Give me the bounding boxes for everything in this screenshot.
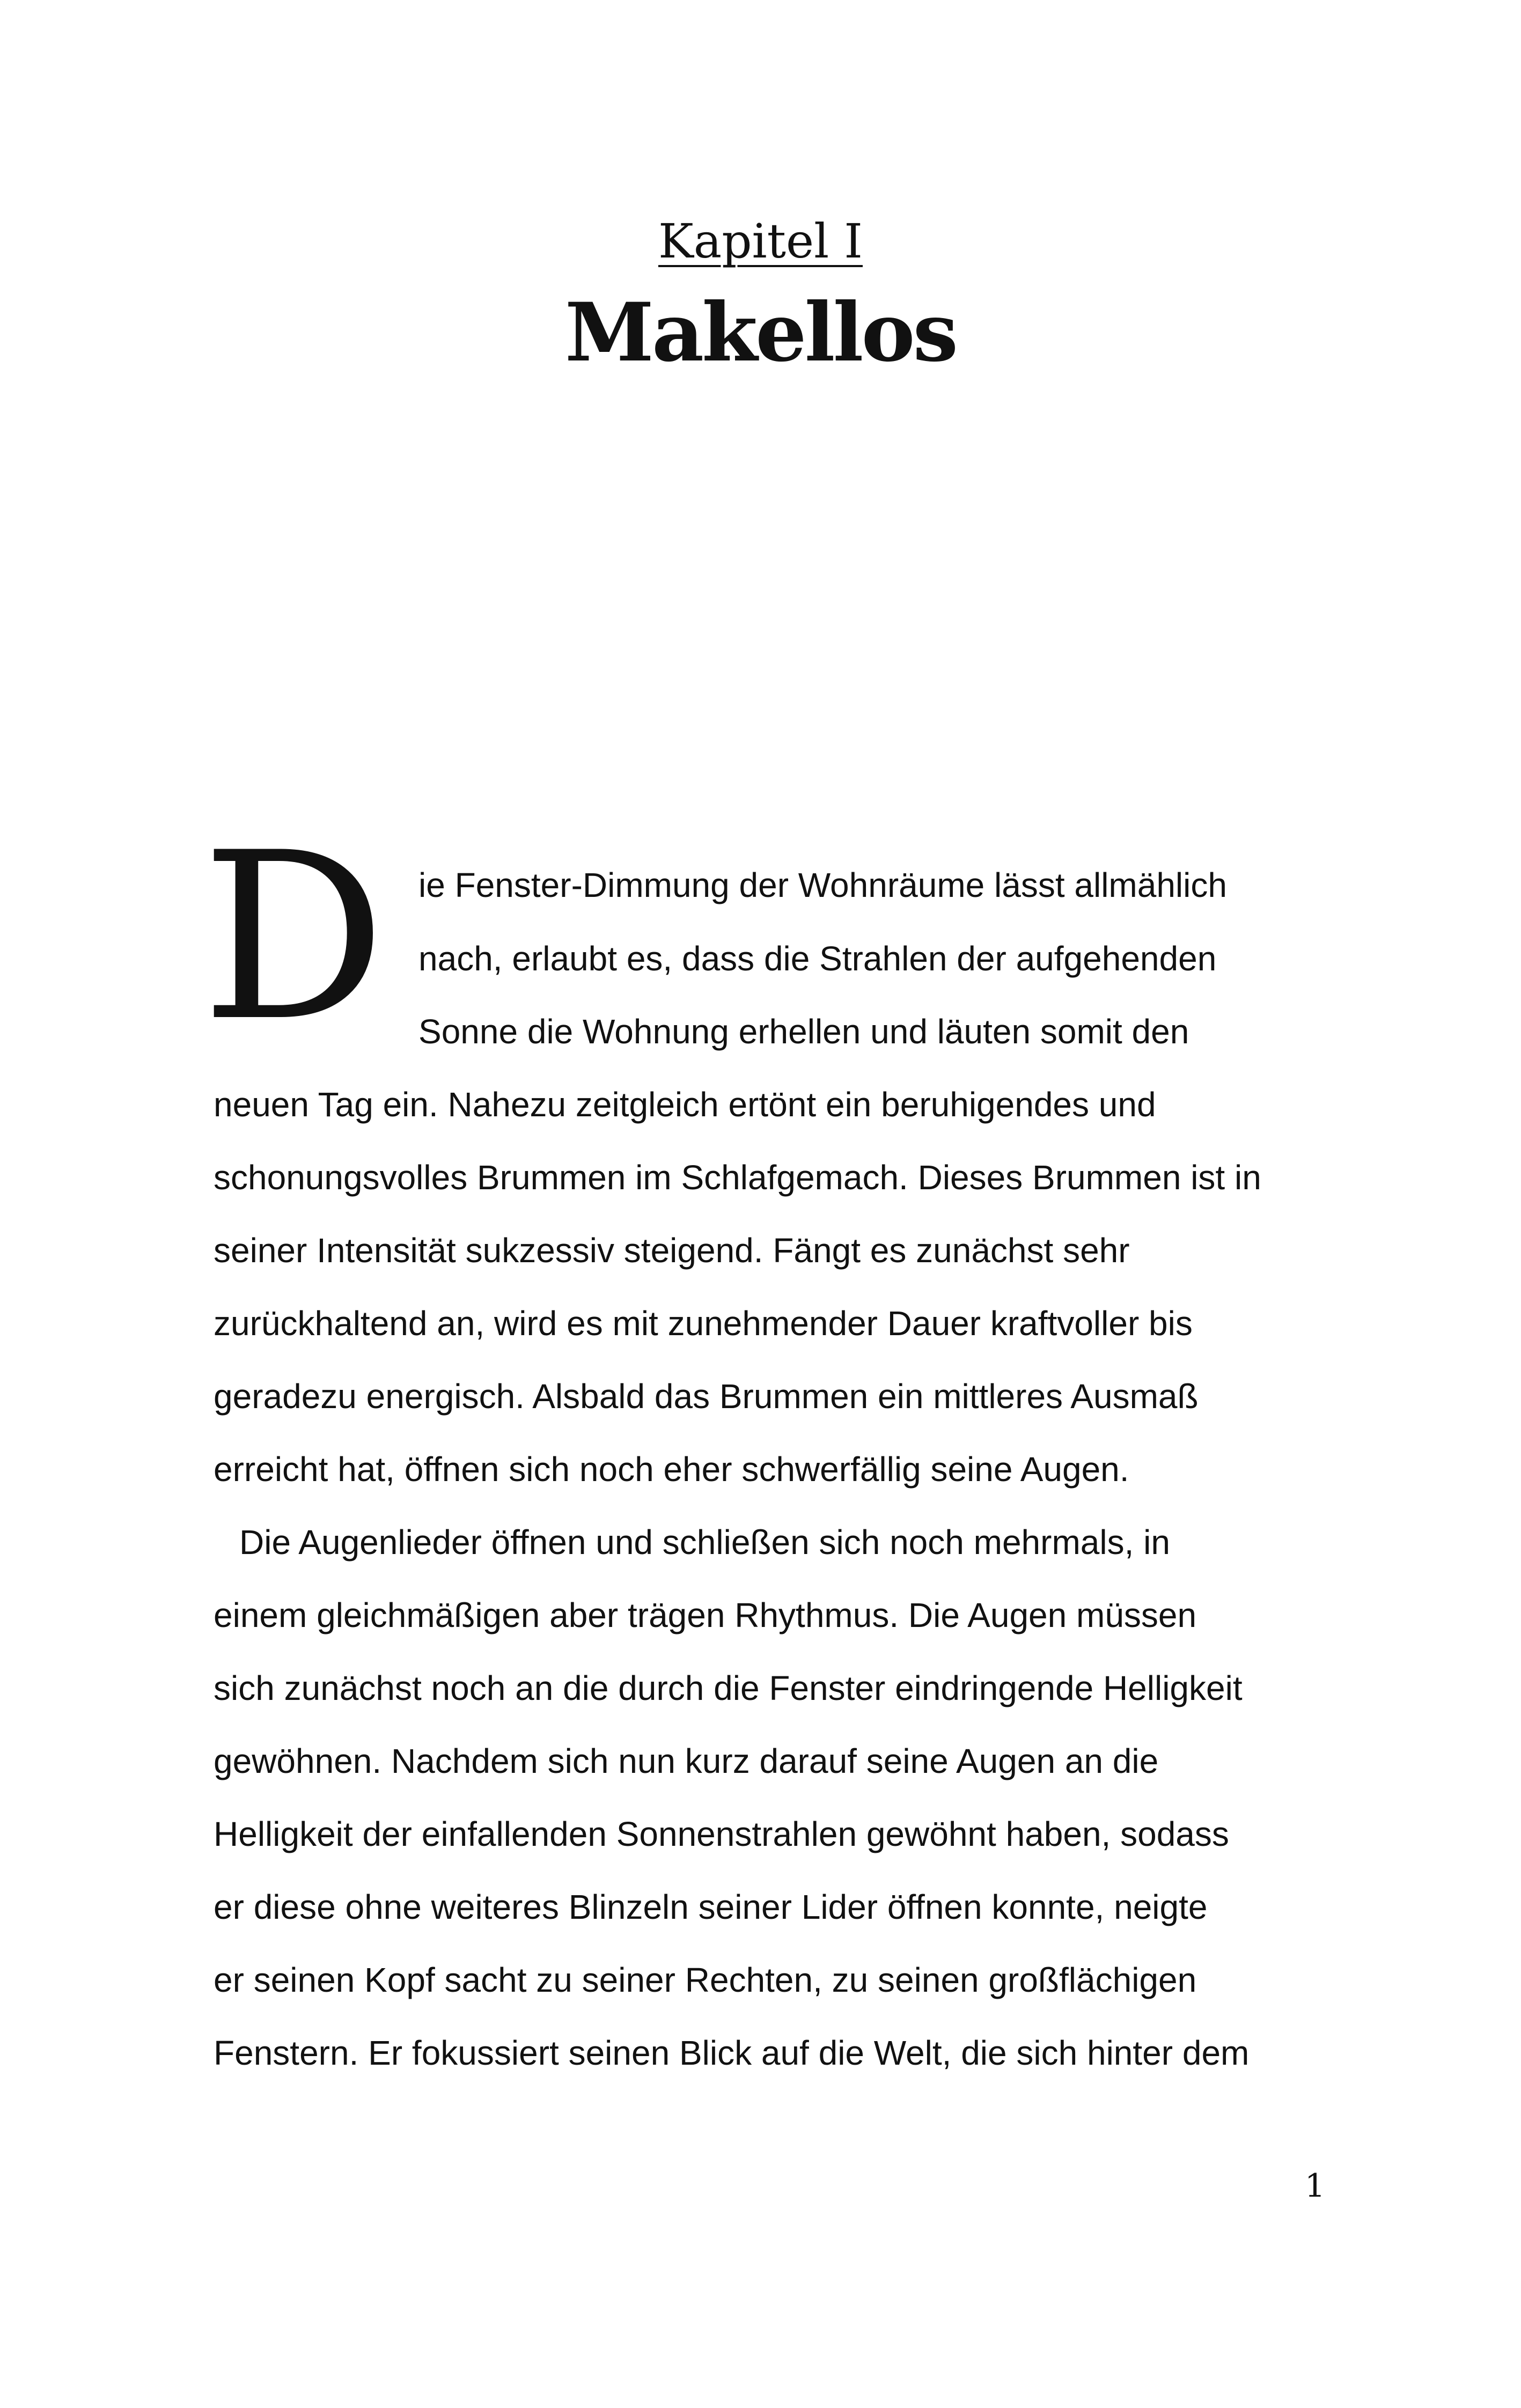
drop-cap: D [201, 804, 381, 1072]
text-line: sich zunächst noch an die durch die Fenster eindringende Helligkeit [214, 1669, 1243, 1707]
text-line: einem gleichmäßigen aber trägen Rhythmus. Die Augen müssen [214, 1596, 1197, 1634]
text-line: seiner Intensität sukzessiv steigend. Fängt es zunächst sehr [214, 1231, 1130, 1270]
text-line: Fenstern. Er fokussiert seinen Blick auf die Welt, die sich hinter dem [214, 2034, 1250, 2072]
text-line: ie Fenster-Dimmung der Wohnräume lässt allmählich [418, 866, 1227, 904]
text-line: Helligkeit der einfallenden Sonnenstrahlen gewöhnt haben, sodass [214, 1815, 1229, 1853]
text-line: zurückhaltend an, wird es mit zunehmender Dauer kraftvoller bis [214, 1304, 1193, 1343]
text-line: nach, erlaubt es, dass die Strahlen der aufgehenden [418, 939, 1217, 978]
text-line: er seinen Kopf sacht zu seiner Rechten, zu seinen großflächigen [214, 1961, 1197, 1999]
chapter-label: Kapitel I [658, 213, 863, 269]
text-line: Die Augenlieder öffnen und schließen sich noch mehrmals, in [239, 1523, 1170, 1562]
text-line: er diese ohne weiteres Blinzeln seiner Lider öffnen konnte, neigte [214, 1888, 1208, 1926]
page-number: 1 [1304, 2167, 1325, 2205]
text-line: Sonne die Wohnung erhellen und läuten somit den [418, 1012, 1189, 1051]
text-line: gewöhnen. Nachdem sich nun kurz darauf seine Augen an die [214, 1742, 1159, 1780]
text-line: erreicht hat, öffnen sich noch eher schwerfällig seine Augen. [214, 1450, 1129, 1489]
chapter-title: Makellos [564, 285, 957, 380]
text-line: geradezu energisch. Alsbald das Brummen ein mittleres Ausmaß [214, 1377, 1199, 1416]
text-line: neuen Tag ein. Nahezu zeitgleich ertönt ein beruhigendes und [214, 1085, 1156, 1124]
text-line: schonungsvolles Brummen im Schlafgemach. Dieses Brummen ist in [214, 1158, 1261, 1197]
